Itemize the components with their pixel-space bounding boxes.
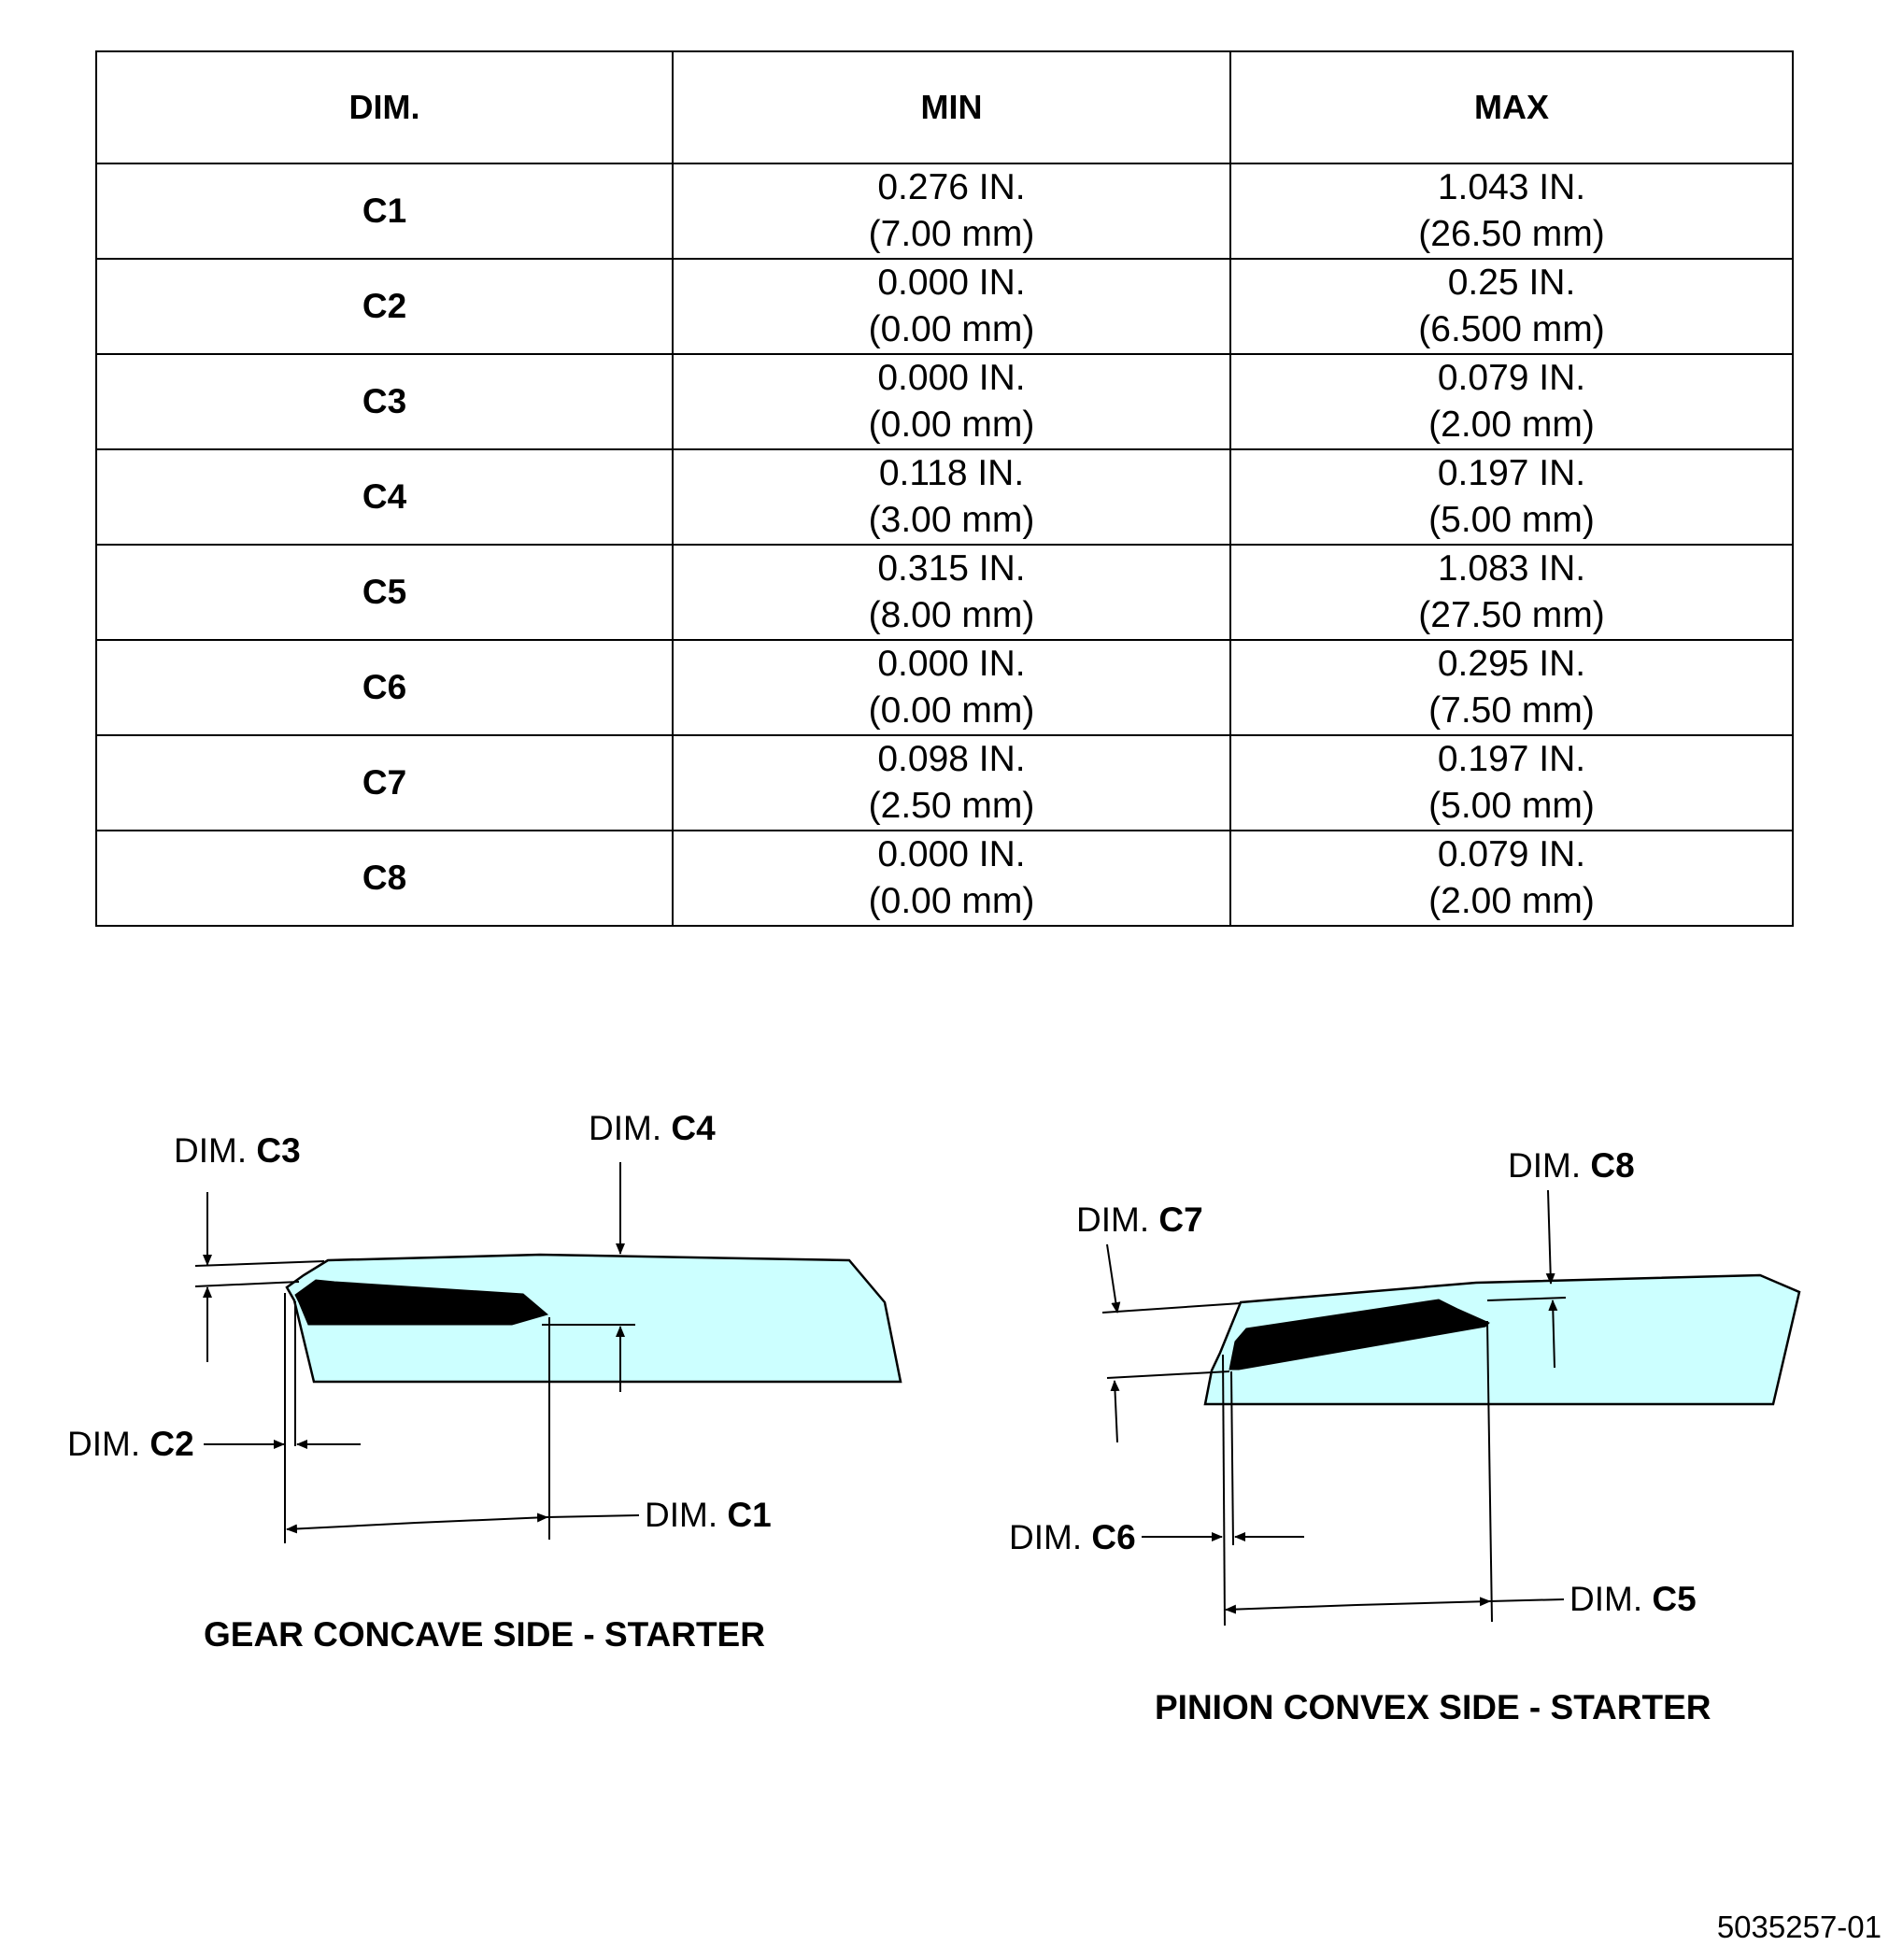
min-mm: (7.00 mm) <box>868 214 1035 254</box>
min-mm: (0.00 mm) <box>868 690 1035 731</box>
header-min: MIN <box>673 51 1230 163</box>
max-inch: 1.043 IN. <box>1437 167 1586 207</box>
max-inch: 1.083 IN. <box>1437 548 1586 589</box>
label-dim-c6: DIM. C6 <box>1009 1518 1136 1556</box>
figure-number: 5035257-01 <box>1716 1910 1882 1944</box>
max-mm: (2.00 mm) <box>1428 405 1595 445</box>
dim-cell: C1 <box>96 163 673 259</box>
gear-concave-figure <box>67 1109 901 1654</box>
max-inch: 0.079 IN. <box>1437 358 1586 398</box>
dim-c7-indicator <box>1102 1244 1241 1442</box>
min-inch: 0.000 IN. <box>877 358 1026 398</box>
dim-cell: C3 <box>96 354 673 449</box>
pinion-convex-figure <box>1009 1146 1799 1726</box>
max-mm: (26.50 mm) <box>1418 214 1605 254</box>
dim-cell: C2 <box>96 259 673 354</box>
max-mm: (6.500 mm) <box>1418 309 1605 349</box>
max-mm: (7.50 mm) <box>1428 690 1595 731</box>
label-dim-c4: DIM. C4 <box>589 1109 716 1147</box>
dim-c1-indicator <box>287 1515 639 1529</box>
label-dim-c2: DIM. C2 <box>67 1425 194 1463</box>
max-mm: (5.00 mm) <box>1428 786 1595 826</box>
label-dim-c7: DIM. C7 <box>1076 1200 1203 1239</box>
gear-caption: GEAR CONCAVE SIDE - STARTER <box>204 1615 765 1654</box>
min-inch: 0.000 IN. <box>877 834 1026 874</box>
dim-cell: C4 <box>96 449 673 545</box>
min-mm: (0.00 mm) <box>868 405 1035 445</box>
max-inch: 0.295 IN. <box>1437 644 1586 684</box>
min-inch: 0.276 IN. <box>877 167 1026 207</box>
max-inch: 0.197 IN. <box>1437 739 1586 779</box>
min-mm: (8.00 mm) <box>868 595 1035 635</box>
min-mm: (3.00 mm) <box>868 500 1035 540</box>
label-dim-c3: DIM. C3 <box>174 1131 301 1170</box>
min-mm: (2.50 mm) <box>868 786 1035 826</box>
min-inch: 0.098 IN. <box>877 739 1026 779</box>
dim-cell: C5 <box>96 545 673 640</box>
min-mm: (0.00 mm) <box>868 309 1035 349</box>
min-inch: 0.118 IN. <box>878 453 1025 493</box>
label-dim-c5: DIM. C5 <box>1569 1580 1697 1618</box>
max-mm: (2.00 mm) <box>1428 881 1595 921</box>
label-dim-c8: DIM. C8 <box>1508 1146 1635 1185</box>
dim-c5-indicator <box>1226 1599 1564 1610</box>
min-inch: 0.000 IN. <box>877 644 1026 684</box>
header-dim: DIM. <box>96 51 673 163</box>
max-inch: 0.197 IN. <box>1437 453 1586 493</box>
max-mm: (27.50 mm) <box>1418 595 1605 635</box>
min-inch: 0.000 IN. <box>877 263 1026 303</box>
max-inch: 0.079 IN. <box>1437 834 1586 874</box>
min-mm: (0.00 mm) <box>868 881 1035 921</box>
dim-cell: C6 <box>96 640 673 735</box>
header-max: MAX <box>1230 51 1793 163</box>
pinion-caption: PINION CONVEX SIDE - STARTER <box>1155 1688 1711 1726</box>
dim-cell: C8 <box>96 831 673 926</box>
label-dim-c1: DIM. C1 <box>645 1496 772 1534</box>
max-mm: (5.00 mm) <box>1428 500 1595 540</box>
min-inch: 0.315 IN. <box>877 548 1026 589</box>
max-inch: 0.25 IN. <box>1447 263 1576 303</box>
dim-cell: C7 <box>96 735 673 831</box>
